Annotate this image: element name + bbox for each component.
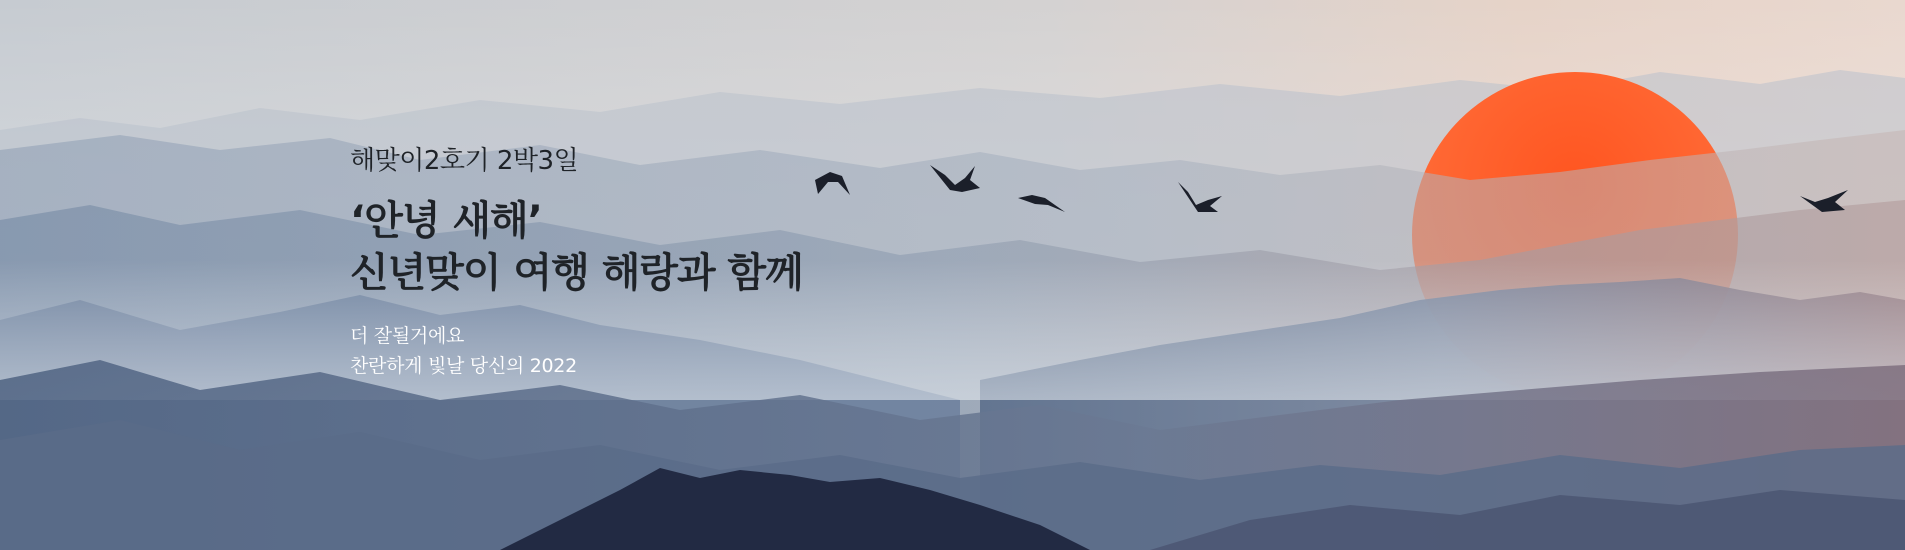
banner-copy — [350, 140, 803, 381]
description-line-1: 더 잘될거에요 — [350, 325, 465, 347]
headline-line-2: 신년맞이 여행 해랑과 함께 — [350, 250, 803, 296]
description-line-2: 찬란하게 빛날 당신의 2022 — [350, 355, 577, 377]
banner-description — [350, 321, 803, 381]
banner-subtitle: 해맞이2호기 2박3일 — [350, 146, 579, 176]
headline-line-1: ‘안녕 새해’ — [350, 198, 542, 244]
banner-headline — [350, 195, 803, 299]
